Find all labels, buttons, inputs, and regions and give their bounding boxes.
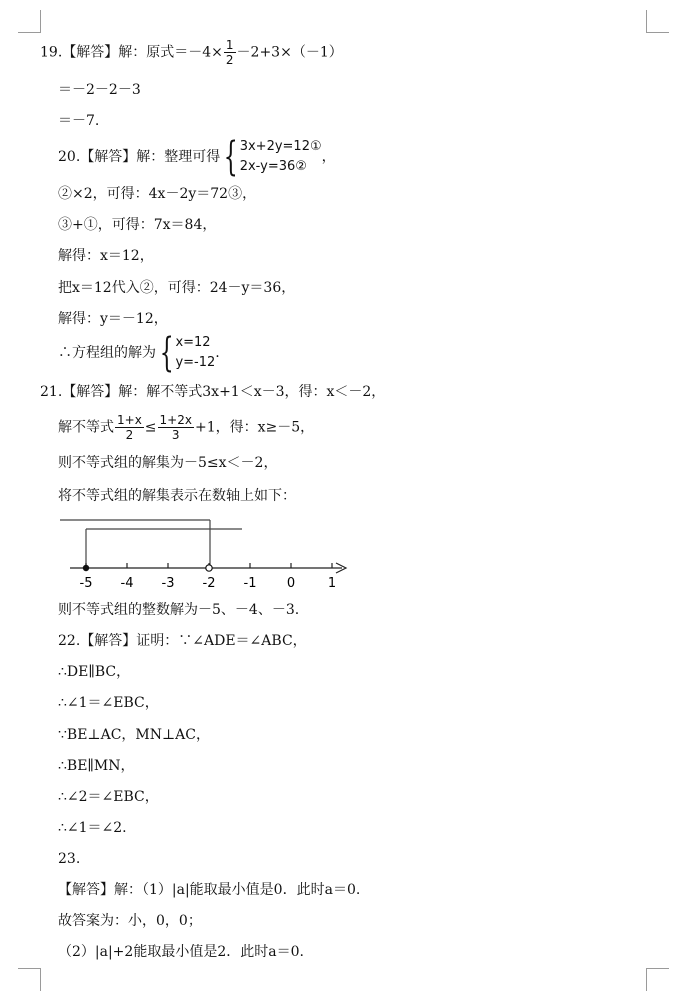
axis-tick-label: -5 <box>79 576 93 591</box>
solution-21-line-2 <box>58 413 314 442</box>
solution-22-line-3: ∴∠1＝∠EBC， <box>58 695 159 711</box>
equation-system <box>220 134 322 180</box>
open-endpoint-dot <box>206 565 212 571</box>
fraction-one-half <box>224 38 236 67</box>
fraction-numerator: 1 <box>225 38 234 52</box>
solution-system <box>156 330 216 376</box>
solution-19-lead: 19.【解答】解：原式＝－4× <box>40 44 223 61</box>
equation-2: 2x-y=36② <box>239 159 307 174</box>
solution-20-step-1: ②×2，可得：4x－2y＝72③， <box>58 186 257 202</box>
solution-20-comma: ， <box>321 149 336 165</box>
solution-21-line-4: 将不等式组的解集表示在数轴上如下： <box>58 488 296 504</box>
crop-mark-bottom-left <box>18 968 41 991</box>
solution-19-line-1 <box>40 38 343 67</box>
solution-22-line-2: ∴DE∥BC， <box>58 664 131 680</box>
crop-mark-top-right <box>646 10 669 33</box>
solution-22-line-4: ∵BE⊥AC，MN⊥AC， <box>58 727 210 743</box>
solution-20-step-2: ③+①，可得：7x＝84， <box>58 217 217 233</box>
solution-20-step-3: 解得：x＝12， <box>58 248 154 264</box>
solution-22-line-5: ∴BE∥MN， <box>58 758 135 774</box>
solution-19-tail: －2+3×（－1） <box>236 44 343 61</box>
crop-mark-bottom-right <box>646 968 669 991</box>
fraction-numerator: 1+x <box>117 413 142 427</box>
solution-23-title: 23. <box>58 851 81 867</box>
solution-21-line-5: 则不等式组的整数解为－5、－4、－3. <box>58 602 300 618</box>
axis-tick-label: 1 <box>327 576 337 591</box>
solution-22-line-1: 22.【解答】证明：∵∠ADE＝∠ABC， <box>58 633 307 649</box>
fraction-left <box>115 413 144 442</box>
fraction-right <box>158 413 194 442</box>
solution-21-line-3: 则不等式组的解集为－5≤x＜－2， <box>58 455 278 471</box>
solution-20-line-1 <box>58 134 336 180</box>
solution-22-line-6: ∴∠2＝∠EBC， <box>58 789 159 805</box>
solution-20-step-4: 把x＝12代入②，可得：24－y＝36， <box>58 280 296 296</box>
conclusion-period: . <box>215 345 220 361</box>
crop-mark-top-left <box>18 10 41 33</box>
relation-sign: ≤ <box>144 419 157 436</box>
number-line-figure <box>0 510 681 596</box>
inequality-lead: 解不等式 <box>58 419 114 436</box>
fraction-numerator: 1+2x <box>159 413 192 427</box>
equation-1: 3x+2y=12① <box>239 139 322 154</box>
axis-tick-label: -2 <box>202 576 216 591</box>
solution-22-line-7: ∴∠1＝∠2. <box>58 820 127 836</box>
solution-23-line-3: （2）|a|+2能取最小值是2．此时a＝0. <box>58 944 304 960</box>
solution-19-line-3: ＝－7. <box>58 113 100 129</box>
solution-19-line-2: ＝－2－2－3 <box>58 82 141 98</box>
left-brace: { <box>223 134 238 180</box>
solution-20-conclusion <box>58 330 220 376</box>
axis-tick-label: -1 <box>243 576 257 591</box>
solution-20-step-5: 解得：y＝－12， <box>58 311 168 327</box>
solution-21-line-1: 21.【解答】解：解不等式3x+1＜x－3，得：x＜－2， <box>40 384 386 400</box>
conclusion-lead: ∴方程组的解为 <box>58 345 156 361</box>
fraction-denominator: 2 <box>225 53 234 67</box>
axis-tick-label: 0 <box>286 576 296 591</box>
axis-tick-label: -4 <box>120 576 134 591</box>
solution-20-lead: 20.【解答】解：整理可得 <box>58 149 221 165</box>
solution-23-line-2: 故答案为：小，0，0； <box>58 913 202 929</box>
solution-y: y=-12 <box>175 355 216 370</box>
inequality-tail: +1，得：x≥－5， <box>194 419 315 436</box>
solution-23-line-1: 【解答】解：（1）|a|能取最小值是0．此时a＝0. <box>58 882 361 898</box>
fraction-denominator: 2 <box>125 428 134 442</box>
solution-x: x=12 <box>175 335 211 350</box>
closed-endpoint-dot <box>83 565 89 571</box>
fraction-denominator: 3 <box>171 428 180 442</box>
axis-tick-label: -3 <box>161 576 175 591</box>
left-brace: { <box>159 330 174 376</box>
